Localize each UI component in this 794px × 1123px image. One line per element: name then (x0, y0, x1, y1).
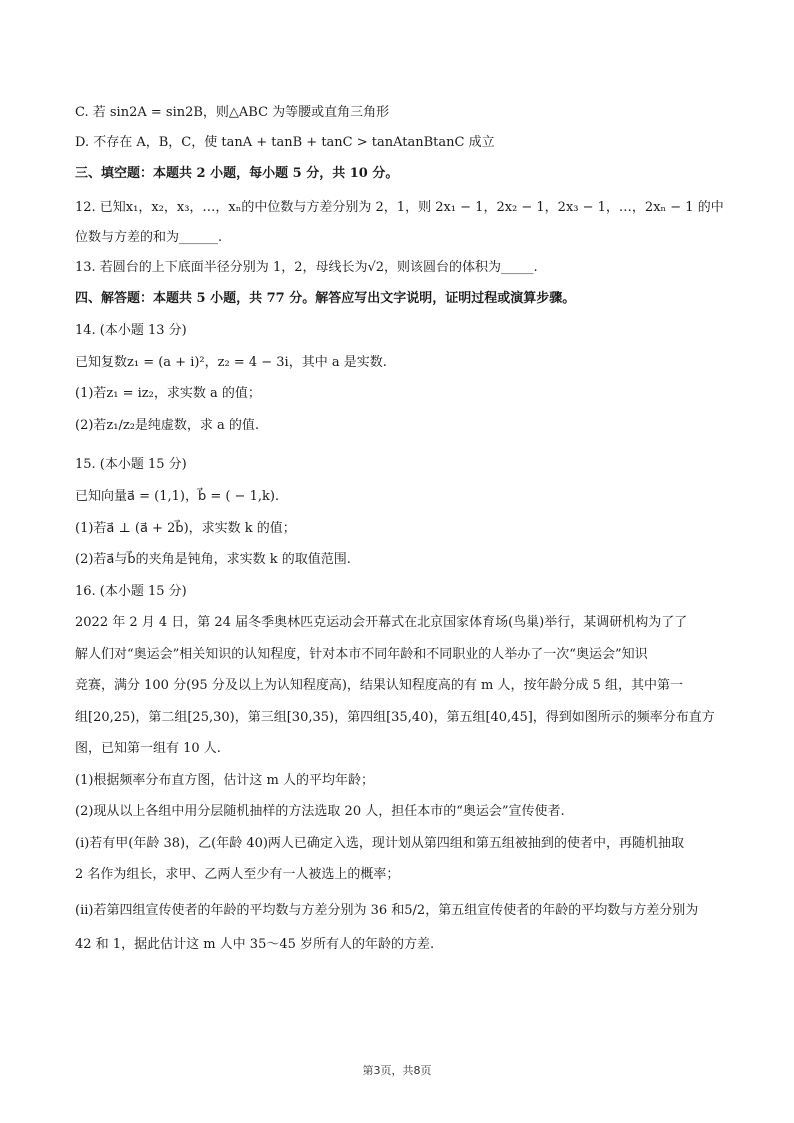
question-16-stem-line-5: 图，已知第一组有 10 人. (75, 741, 221, 756)
question-14-part-1: (1)若z₁ = iz₂，求实数 a 的值； (75, 386, 261, 401)
question-15-stem: 已知向量a⃗ = (1,1)，b⃗ = ( − 1,k). (75, 489, 280, 504)
question-15-part-2: (2)若a⃗与b⃗的夹角是钝角，求实数 k 的取值范围. (75, 552, 351, 567)
question-16-part-2-ii-line-1: (ii)若第四组宣传使者的年龄的平均数与方差分别为 36 和5/2，第五组宣传使者的年龄的平均数与方差分别为 (75, 903, 699, 918)
question-16-part-2-i-line-1: (i)若有甲(年龄 38)，乙(年龄 40)两人已确定入选，现计划从第四组和第五组被抽到的使者中，再随机抽取 (75, 836, 684, 851)
question-16-part-2-i-line-2: 2 名作为组长，求甲、乙两人至少有一人被选上的概率； (75, 867, 400, 882)
question-14-part-2: (2)若z₁/z₂是纯虚数，求 a 的值. (75, 418, 260, 433)
question-16-stem-line-1: 2022 年 2 月 4 日，第 24 届冬季奥林匹克运动会开幕式在北京国家体育场(鸟巢)举行，某调研机构为了了 (75, 615, 688, 630)
question-14-header: 14. (本小题 13 分) (75, 323, 187, 338)
question-12-line-2: 位数与方差的和为______. (75, 230, 223, 245)
option-c: C. 若 sin2A = sin2B，则△ABC 为等腰或直角三角形 (75, 105, 390, 120)
section-heading-fill-in: 三、填空题：本题共 2 小题，每小题 5 分，共 10 分。 (75, 166, 399, 181)
question-12-line-1: 12. 已知x₁，x₂，x₃，…，xₙ的中位数与方差分别为 2，1，则 2x₁ − 1，2x₂ − 1，2x₃ − 1，…，2xₙ − 1 的中 (75, 200, 724, 215)
question-16-stem-line-3: 竞赛，满分 100 分(95 分及以上为认知程度高)，结果认知程度高的有 m 人，按年龄分成 5 组，其中第一 (75, 678, 684, 693)
question-14-stem: 已知复数z₁ = (a + i)²，z₂ = 4 − 3i，其中 a 是实数. (75, 355, 387, 370)
question-16-part-2-ii-line-2: 42 和 1，据此估计这 m 人中 35～45 岁所有人的年龄的方差. (75, 937, 435, 952)
question-16-header: 16. (本小题 15 分) (75, 584, 187, 599)
page-footer: 第3页，共8页 (362, 1064, 432, 1077)
question-15-part-1: (1)若a⃗ ⊥ (a⃗ + 2b⃗)，求实数 k 的值； (75, 521, 296, 536)
section-heading-solutions: 四、解答题：本题共 5 小题，共 77 分。解答应写出文字说明，证明过程或演算步骤。 (75, 291, 576, 306)
question-16-part-2: (2)现从以上各组中用分层随机抽样的方法选取 20 人，担任本市的“奥运会”宣传使者. (75, 804, 565, 819)
question-13: 13. 若圆台的上下底面半径分别为 1，2，母线长为√2，则该圆台的体积为_____. (75, 260, 538, 275)
question-16-part-1: (1)根据频率分布直方图，估计这 m 人的平均年龄； (75, 773, 375, 788)
question-16-stem-line-4: 组[20,25)，第二组[25,30)，第三组[30,35)，第四组[35,40)，第五组[40,45]，得到如图所示的频率分布直方 (75, 710, 715, 725)
question-16-stem-line-2: 解人们对“奥运会”相关知识的认知程度，针对本市不同年龄和不同职业的人举办了一次“奥运会”知识 (75, 647, 648, 662)
option-d: D. 不存在 A，B，C，使 tanA + tanB + tanC > tanAtanBtanC 成立 (75, 135, 495, 150)
question-15-header: 15. (本小题 15 分) (75, 457, 187, 472)
